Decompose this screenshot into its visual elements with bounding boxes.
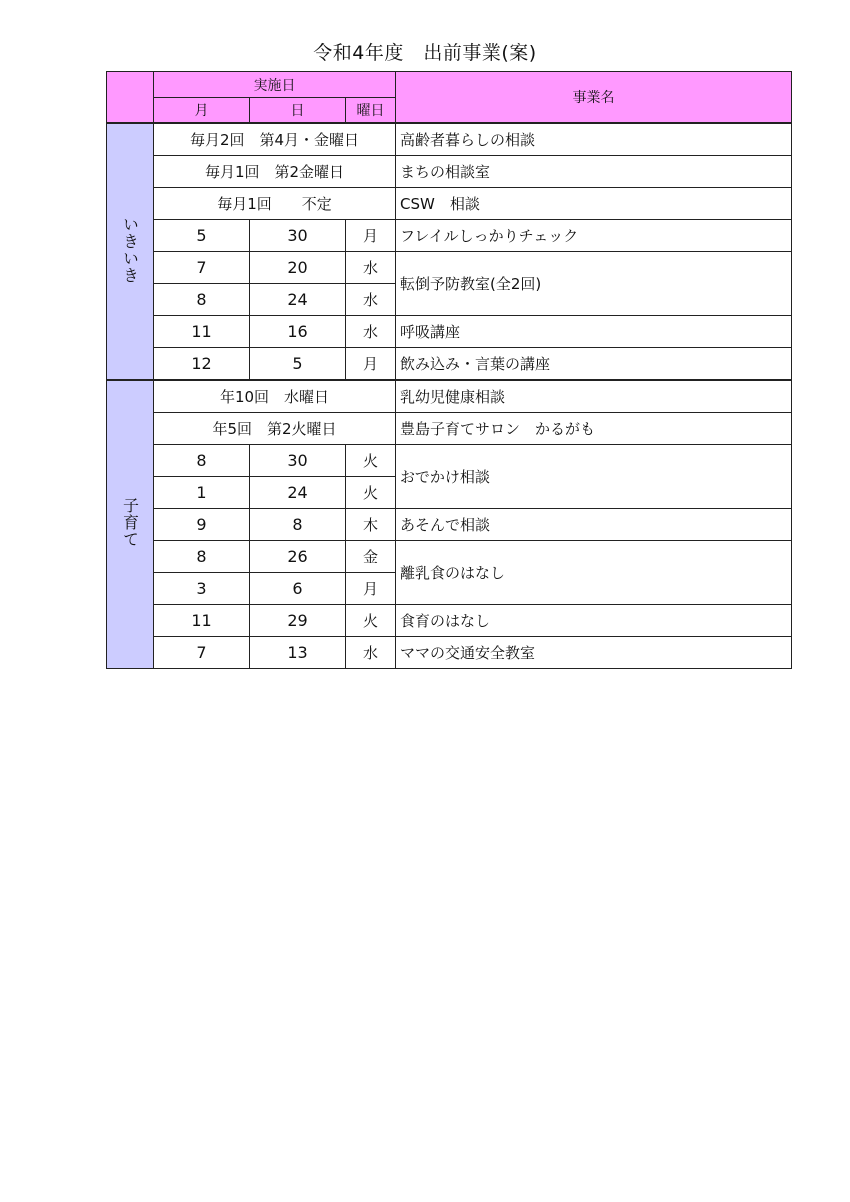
- table-row: [107, 123, 792, 156]
- header-day: 日: [250, 98, 346, 124]
- day-cell: 6: [250, 573, 346, 605]
- month-cell: 5: [154, 220, 250, 252]
- table-row: [107, 316, 792, 348]
- event-name-cell: フレイルしっかりチェック: [396, 220, 792, 252]
- day-cell: 16: [250, 316, 346, 348]
- month-cell: 9: [154, 509, 250, 541]
- schedule-cell: 年10回 水曜日: [154, 380, 396, 413]
- event-name-cell: おでかけ相談: [396, 445, 792, 509]
- table-row: [107, 637, 792, 669]
- event-name-cell: 乳幼児健康相談: [396, 380, 792, 413]
- table-row: [107, 188, 792, 220]
- table-row: [107, 605, 792, 637]
- table-row: [107, 541, 792, 573]
- header-date-group: 実施日: [154, 72, 396, 98]
- weekday-cell: 火: [346, 477, 396, 509]
- event-name-cell: ママの交通安全教室: [396, 637, 792, 669]
- day-cell: 24: [250, 477, 346, 509]
- header-event-name: 事業名: [396, 72, 792, 124]
- month-cell: 1: [154, 477, 250, 509]
- event-name-cell: CSW 相談: [396, 188, 792, 220]
- table-row: [107, 380, 792, 413]
- weekday-cell: 火: [346, 605, 396, 637]
- header-weekday: 曜日: [346, 98, 396, 124]
- page-title: 令和4年度 出前事業(案): [313, 42, 537, 64]
- month-cell: 8: [154, 284, 250, 316]
- day-cell: 30: [250, 445, 346, 477]
- weekday-cell: 水: [346, 252, 396, 284]
- event-name-cell: あそんで相談: [396, 509, 792, 541]
- day-cell: 30: [250, 220, 346, 252]
- weekday-cell: 水: [346, 316, 396, 348]
- day-cell: 8: [250, 509, 346, 541]
- table-row: [107, 445, 792, 477]
- header-row-top: [107, 72, 792, 98]
- schedule-cell: 毎月1回 第2金曜日: [154, 156, 396, 188]
- month-cell: 8: [154, 445, 250, 477]
- event-name-cell: 食育のはなし: [396, 605, 792, 637]
- day-cell: 29: [250, 605, 346, 637]
- event-name-cell: 呼吸講座: [396, 316, 792, 348]
- month-cell: 7: [154, 637, 250, 669]
- schedule-table: [106, 71, 792, 669]
- weekday-cell: 金: [346, 541, 396, 573]
- day-cell: 13: [250, 637, 346, 669]
- table-row: [107, 348, 792, 381]
- event-name-cell: 高齢者暮らしの相談: [396, 123, 792, 156]
- schedule-cell: 毎月2回 第4月・金曜日: [154, 123, 396, 156]
- table-row: [107, 413, 792, 445]
- day-cell: 20: [250, 252, 346, 284]
- month-cell: 3: [154, 573, 250, 605]
- category-label: 子育て: [120, 497, 140, 548]
- schedule-cell: 年5回 第2火曜日: [154, 413, 396, 445]
- category-label: いきいき: [120, 215, 140, 284]
- table-row: [107, 509, 792, 541]
- event-name-cell: 飲み込み・言葉の講座: [396, 348, 792, 381]
- month-cell: 8: [154, 541, 250, 573]
- event-name-cell: 転倒予防教室(全2回): [396, 252, 792, 316]
- month-cell: 11: [154, 605, 250, 637]
- month-cell: 12: [154, 348, 250, 381]
- weekday-cell: 月: [346, 573, 396, 605]
- weekday-cell: 月: [346, 348, 396, 381]
- table-row: [107, 156, 792, 188]
- day-cell: 24: [250, 284, 346, 316]
- weekday-cell: 火: [346, 445, 396, 477]
- header-category-blank: [107, 72, 154, 124]
- month-cell: 7: [154, 252, 250, 284]
- table-row: [107, 252, 792, 284]
- month-cell: 11: [154, 316, 250, 348]
- table-row: [107, 220, 792, 252]
- category-kosodate: [107, 380, 154, 669]
- weekday-cell: 木: [346, 509, 396, 541]
- event-name-cell: 豊島子育てサロン かるがも: [396, 413, 792, 445]
- weekday-cell: 月: [346, 220, 396, 252]
- schedule-cell: 毎月1回 不定: [154, 188, 396, 220]
- header-month: 月: [154, 98, 250, 124]
- category-ikiiki: [107, 123, 154, 380]
- weekday-cell: 水: [346, 637, 396, 669]
- event-name-cell: 離乳食のはなし: [396, 541, 792, 605]
- weekday-cell: 水: [346, 284, 396, 316]
- day-cell: 5: [250, 348, 346, 381]
- day-cell: 26: [250, 541, 346, 573]
- event-name-cell: まちの相談室: [396, 156, 792, 188]
